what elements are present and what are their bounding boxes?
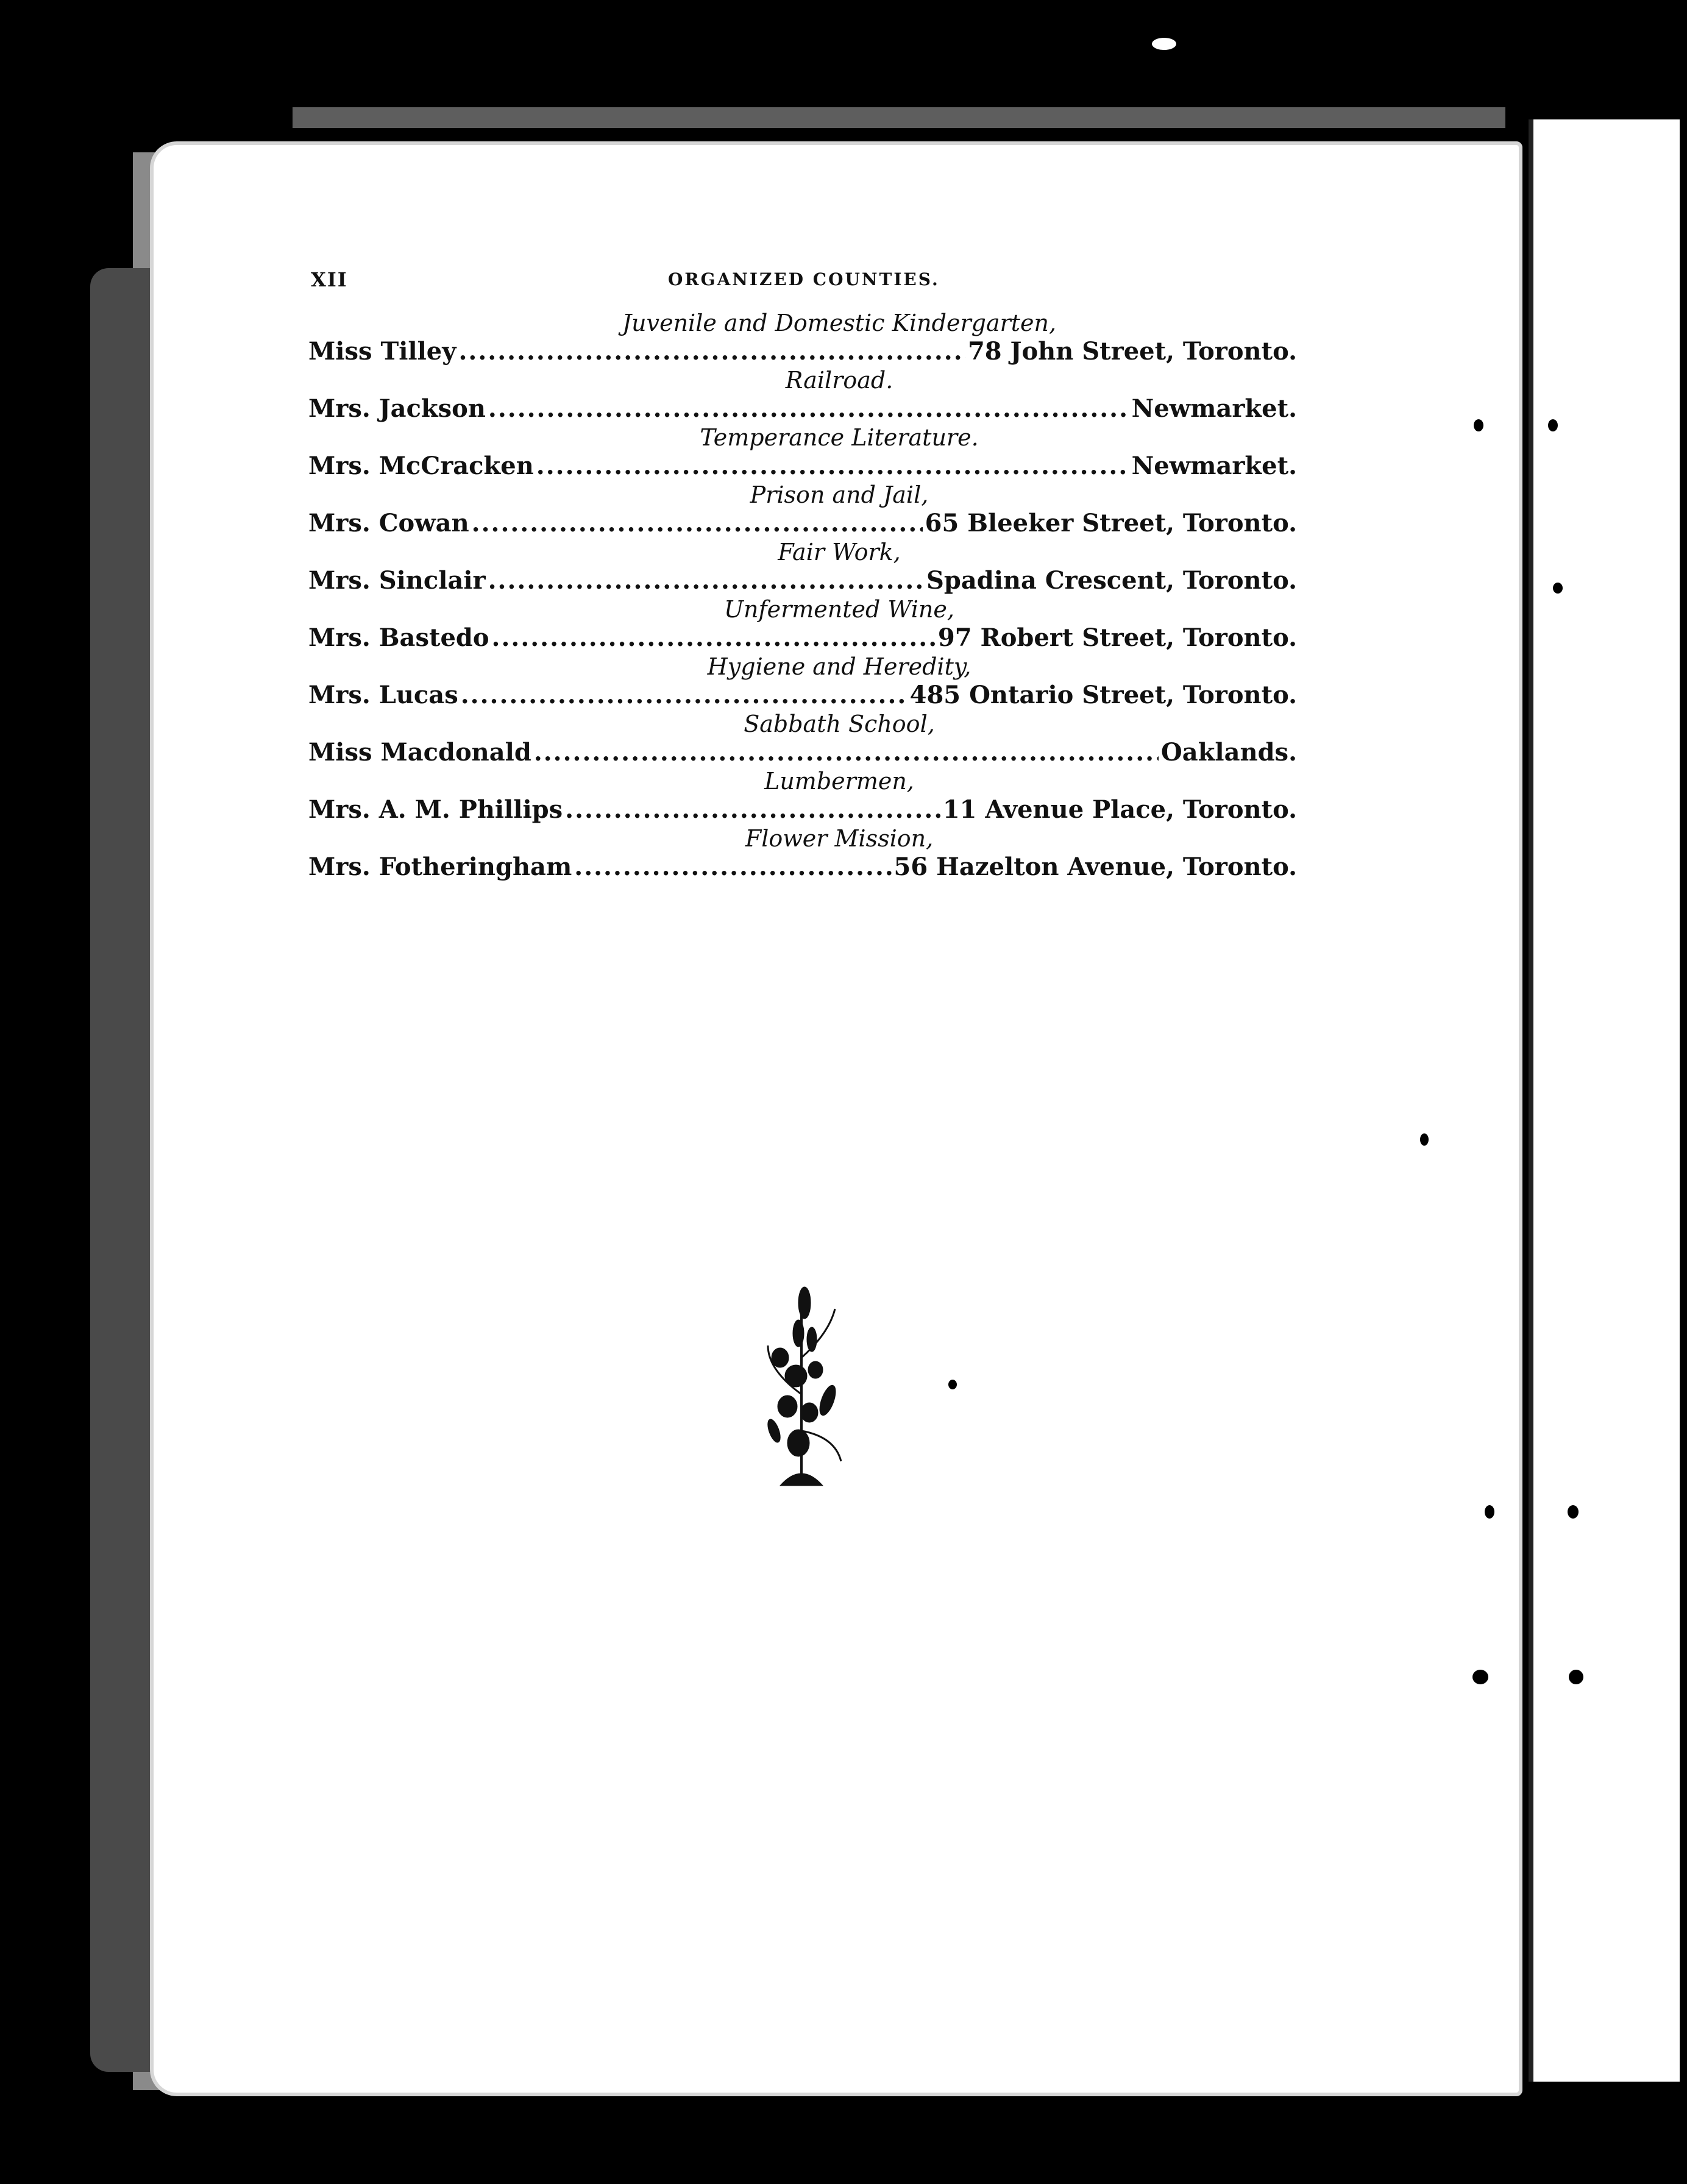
person-address: 56 Hazelton Avenue, Toronto.: [893, 853, 1297, 881]
ink-speck: [1420, 1133, 1429, 1146]
ink-speck: [1474, 419, 1483, 431]
department-heading: Flower Mission,: [745, 825, 934, 852]
person-address: Newmarket.: [1131, 394, 1297, 423]
list-item: [308, 825, 1297, 882]
department-heading: Sabbath School,: [744, 711, 935, 737]
person-row: [308, 852, 1297, 882]
dot-leader: [492, 623, 936, 653]
department-heading: Fair Work,: [778, 539, 901, 566]
list-item: [308, 424, 1297, 481]
person-address: Oaklands.: [1160, 738, 1297, 767]
person-address: 485 Ontario Street, Toronto.: [909, 681, 1297, 709]
person-name: Mrs. Sinclair: [308, 566, 486, 595]
list-item: [308, 711, 1297, 768]
department-heading: Railroad.: [785, 367, 893, 394]
person-row: [308, 795, 1297, 825]
department-heading: Juvenile and Domestic Kindergarten,: [622, 310, 1057, 336]
list-item: [308, 596, 1297, 653]
person-name: Miss Tilley: [308, 337, 456, 366]
list-item: [308, 481, 1297, 539]
ink-speck: [948, 1380, 957, 1389]
person-address: 11 Avenue Place, Toronto.: [942, 795, 1297, 824]
person-row: [308, 680, 1297, 711]
dot-leader: [472, 508, 923, 539]
person-row: [308, 566, 1297, 596]
list-item: [308, 310, 1297, 367]
dot-leader: [534, 737, 1159, 768]
person-row: [308, 394, 1297, 424]
person-address: 65 Bleeker Street, Toronto.: [925, 509, 1297, 537]
page-header: [311, 268, 1298, 292]
running-head: ORGANIZED COUNTIES.: [668, 269, 940, 289]
superintendent-list: [308, 310, 1297, 882]
dot-leader: [536, 451, 1129, 481]
person-row: [308, 508, 1297, 539]
list-item: [308, 653, 1297, 711]
ink-speck: [1553, 583, 1563, 594]
person-name: Mrs. Fotheringham: [308, 853, 572, 881]
person-address: Spadina Crescent, Toronto.: [926, 566, 1297, 595]
department-heading: Lumbermen,: [764, 768, 914, 795]
department-heading: Prison and Jail,: [750, 481, 929, 508]
person-address: 97 Robert Street, Toronto.: [937, 623, 1297, 652]
person-name: Mrs. Lucas: [308, 681, 458, 709]
person-name: Mrs. Jackson: [308, 394, 486, 423]
person-row: [308, 737, 1297, 768]
person-name: Mrs. McCracken: [308, 452, 534, 480]
person-name: Mrs. Cowan: [308, 509, 469, 537]
dot-leader: [574, 852, 891, 882]
ink-speck: [1569, 1670, 1583, 1684]
person-name: Mrs. Bastedo: [308, 623, 489, 652]
dot-leader: [461, 680, 907, 711]
person-row: [308, 336, 1297, 367]
page-number: XII: [311, 268, 348, 291]
ink-speck: [1485, 1505, 1494, 1519]
dot-leader: [488, 394, 1129, 424]
ink-speck: [1472, 1670, 1488, 1684]
person-row: [308, 623, 1297, 653]
ink-speck: [1548, 419, 1558, 431]
person-row: [308, 451, 1297, 481]
department-heading: Temperance Literature.: [700, 424, 979, 451]
person-address: Newmarket.: [1131, 452, 1297, 480]
dot-leader: [565, 795, 940, 825]
person-name: Miss Macdonald: [308, 738, 531, 767]
department-heading: Hygiene and Heredity,: [707, 653, 971, 680]
list-item: [308, 768, 1297, 825]
person-name: Mrs. A. M. Phillips: [308, 795, 563, 824]
ink-speck: [1152, 38, 1176, 50]
dot-leader: [488, 566, 924, 596]
dot-leader: [458, 336, 965, 367]
facing-page-edge: [1529, 119, 1680, 2082]
list-item: [308, 539, 1297, 596]
department-heading: Unfermented Wine,: [724, 596, 954, 623]
list-item: [308, 367, 1297, 424]
person-address: 78 John Street, Toronto.: [967, 337, 1297, 366]
page-top-edge: [293, 107, 1505, 128]
ink-speck: [1568, 1505, 1579, 1519]
wheat-sheaf-icon: [756, 1285, 847, 1492]
